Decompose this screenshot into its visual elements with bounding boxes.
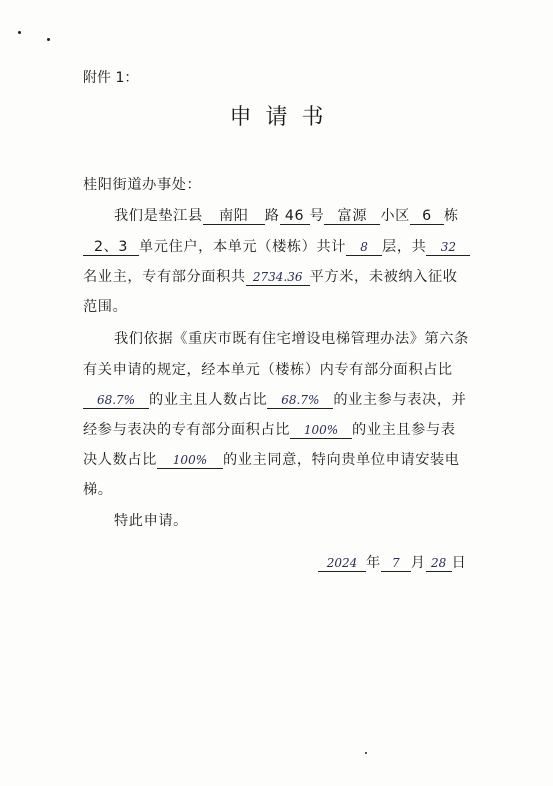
para2-line3: 68.7% 的业主且人数占比 68.7% 的业主参与表决，并: [83, 389, 466, 409]
owners-field: 32: [426, 239, 470, 256]
building-field: 6: [410, 208, 444, 225]
people-ratio-vote-field: 100%: [157, 452, 223, 469]
date-year: 2024: [318, 555, 366, 572]
para2-line1: 我们依据《重庆市既有住宅增设电梯管理办法》第六条: [114, 331, 469, 347]
scan-speck: [47, 38, 50, 41]
para2-line6: 梯。: [83, 482, 113, 498]
road-field: 南阳: [203, 208, 265, 225]
scan-speck: [18, 31, 21, 34]
document-title: 申请书: [229, 105, 338, 130]
scan-speck: [365, 752, 367, 754]
house-number-field: 46: [280, 208, 310, 225]
floors-field: 8: [346, 239, 382, 256]
units-field: 2、3: [83, 239, 139, 256]
para1-line2: 2、3 单元住户，本单元（楼栋）共计 8 层，共 32: [83, 236, 470, 256]
para2-line2: 有关申请的规定，经本单元（楼栋）内专有部分面积占比: [83, 362, 453, 378]
community-field: 富源: [324, 208, 380, 225]
date-line: 2024 年 7 月 28 日: [318, 552, 466, 572]
people-ratio-initiate-field: 68.7%: [267, 392, 333, 409]
area-ratio-initiate-field: 68.7%: [83, 392, 149, 409]
closing: 特此申请。: [114, 513, 188, 529]
para1-line4: 范围。: [83, 299, 128, 315]
salutation: 桂阳街道办事处：: [83, 177, 202, 193]
para2-line4: 经参与表决的专有部分面积占比 100% 的业主且参与表: [83, 422, 456, 438]
date-day: 28: [426, 555, 452, 572]
date-month: 7: [381, 555, 411, 572]
attachment-label: 附件 1：: [83, 70, 139, 86]
area-ratio-vote-field: 100%: [290, 422, 352, 439]
para2-line5: 决人数占比 100% 的业主同意，特向贵单位申请安装电: [83, 452, 460, 468]
para1-line3: 名业主，专有部分面积共 2734.36 平方米，未被纳入征收: [83, 269, 458, 285]
area-field: 2734.36: [246, 269, 310, 286]
para1-line1: 我们是垫江县 南阳 路 46 号 富源 小区 6 栋: [114, 208, 459, 224]
